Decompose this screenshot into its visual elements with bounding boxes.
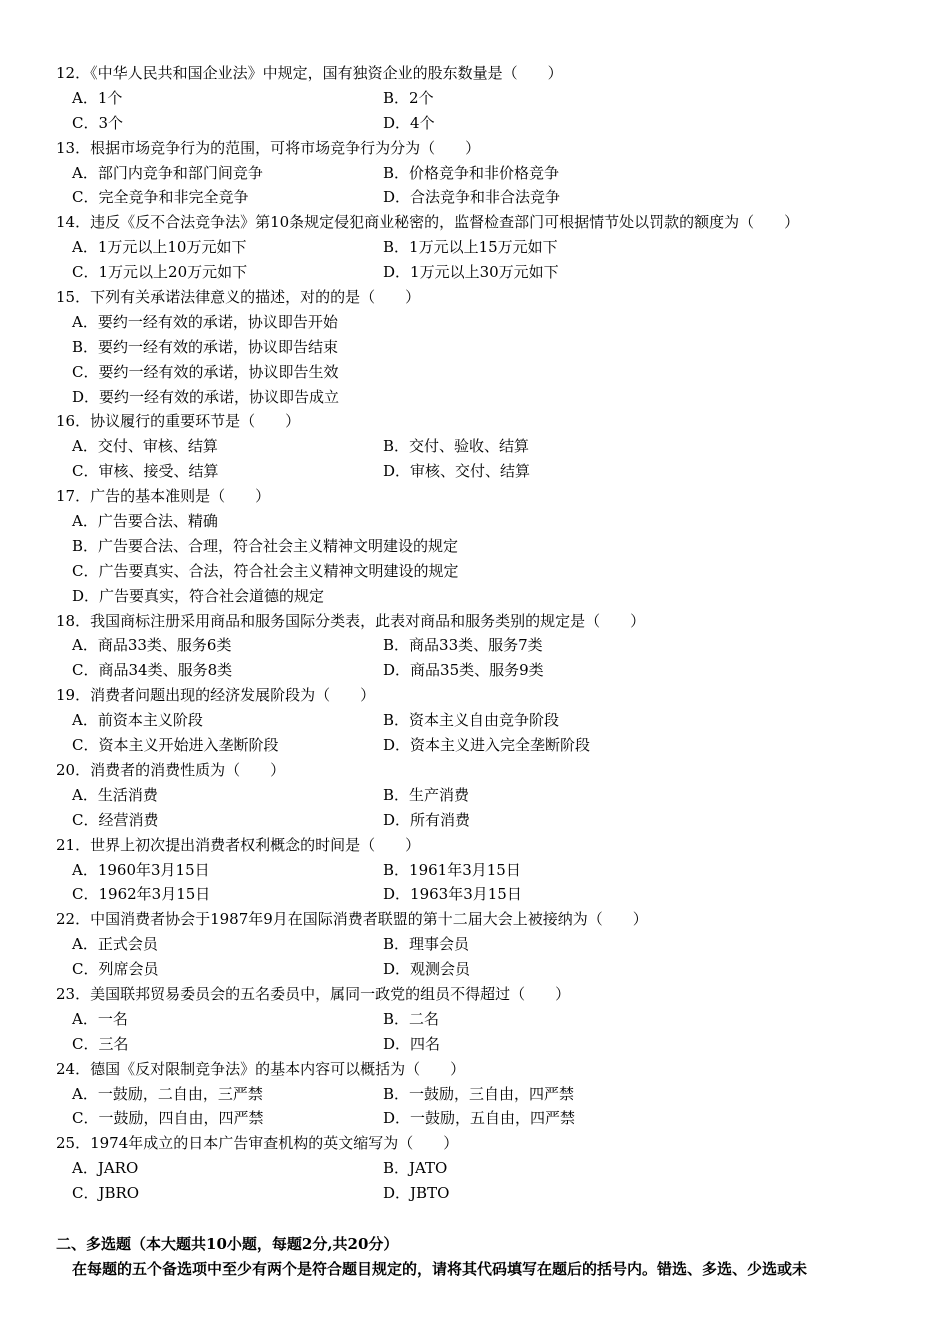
option-row (56, 360, 916, 385)
option-row (56, 185, 916, 210)
answer-option: B．资本主义自由竞争阶段 (383, 711, 560, 730)
answer-option: D．所有消费 (383, 810, 471, 829)
answer-option: B．二名 (383, 1009, 440, 1028)
question-stem: 17．广告的基本准则是（ ） (56, 487, 271, 506)
question-stem: 22．中国消费者协会于1987年9月在国际消费者联盟的第十二届大会上被接纳为（ ） (56, 910, 648, 929)
option-row (56, 310, 916, 335)
option-row (56, 1007, 916, 1032)
answer-option: C．经营消费 (72, 810, 159, 829)
question-stem: 14．违反《反不合法竞争法》第10条规定侵犯商业秘密的，监督检查部门可根据情节处以罚款的额度为（ ） (56, 213, 800, 232)
answer-option: B．价格竞争和非价格竞争 (383, 163, 560, 182)
section-instruction: 在每题的五个备选项中至少有两个是符合题目规定的，请将其代码填写在题后的括号内。错选、多选、少选或未 (72, 1260, 808, 1278)
option-row (56, 658, 916, 683)
answer-option: D．要约一经有效的承诺，协议即告成立 (72, 387, 340, 406)
option-row (56, 1106, 916, 1131)
answer-option: B．要约一经有效的承诺，协议即告结束 (72, 337, 339, 356)
option-row (56, 434, 916, 459)
answer-option: B．广告要合法、合理，符合社会主义精神文明建设的规定 (72, 536, 459, 555)
answer-option: A．交付、审核、结算 (72, 437, 218, 456)
option-row (56, 783, 916, 808)
question-stem: 19．消费者问题出现的经济发展阶段为（ ） (56, 686, 376, 705)
answer-option: D．审核、交付、结算 (383, 462, 531, 481)
answer-option: B．商品33类、服务7类 (383, 636, 543, 655)
multiple-choice-section (56, 1232, 916, 1282)
question-stem: 20．消费者的消费性质为（ ） (56, 760, 286, 779)
answer-option: B．理事会员 (383, 935, 470, 954)
option-row (56, 584, 916, 609)
question-stem: 15．下列有关承诺法律意义的描述，对的的是（ ） (56, 288, 421, 307)
answer-option: D．四名 (383, 1034, 441, 1053)
option-row (56, 534, 916, 559)
answer-option: A．广告要合法、精确 (72, 512, 218, 531)
question-stem: 13．根据市场竞争行为的范围，可将市场竞争行为分为（ ） (56, 138, 481, 157)
question-stem: 24．德国《反对限制竞争法》的基本内容可以概括为（ ） (56, 1059, 466, 1078)
answer-option: A．部门内竞争和部门间竞争 (72, 163, 263, 182)
option-row (56, 932, 916, 957)
answer-option: C．一鼓励，四自由，四严禁 (72, 1109, 264, 1128)
question-stem: 25．1974年成立的日本广告审查机构的英文缩写为（ ） (56, 1134, 459, 1153)
option-row (56, 111, 916, 136)
question-list (56, 61, 916, 1206)
option-row (56, 335, 916, 360)
option-row (56, 509, 916, 534)
option-row (56, 708, 916, 733)
answer-option: A．1个 (72, 88, 123, 107)
answer-option: A．JARO (72, 1159, 139, 1178)
answer-option: A．生活消费 (72, 785, 158, 804)
answer-option: A．前资本主义阶段 (72, 711, 203, 730)
answer-option: A．1万元以上10万元如下 (72, 238, 247, 257)
answer-option: D．一鼓励，五自由，四严禁 (383, 1109, 576, 1128)
option-row (56, 459, 916, 484)
answer-option: C．1962年3月15日 (72, 885, 211, 904)
answer-option: B．生产消费 (383, 785, 470, 804)
answer-option: C．要约一经有效的承诺，协议即告生效 (72, 362, 339, 381)
option-row (56, 733, 916, 758)
answer-option: C．JBRO (72, 1184, 140, 1203)
answer-option: B．1961年3月15日 (383, 860, 521, 879)
option-row (56, 559, 916, 584)
option-row (56, 161, 916, 186)
option-row (56, 1032, 916, 1057)
answer-option: C．列席会员 (72, 960, 159, 979)
answer-option: C．完全竞争和非完全竞争 (72, 188, 249, 207)
answer-option: D．JBTO (383, 1184, 450, 1203)
option-row (56, 260, 916, 285)
question-stem: 16．协议履行的重要环节是（ ） (56, 412, 301, 431)
option-row (56, 882, 916, 907)
answer-option: D．1万元以上30万元如下 (383, 263, 559, 282)
answer-option: B．交付、验收、结算 (383, 437, 530, 456)
answer-option: B．一鼓励，三自由，四严禁 (383, 1084, 575, 1103)
option-row (56, 235, 916, 260)
answer-option: C．审核、接受、结算 (72, 462, 219, 481)
answer-option: B．JATO (383, 1159, 448, 1178)
answer-option: C．3个 (72, 113, 124, 132)
option-row (56, 385, 916, 410)
answer-option: A．商品33类、服务6类 (72, 636, 232, 655)
option-row (56, 1156, 916, 1181)
answer-option: D．1963年3月15日 (383, 885, 522, 904)
answer-option: D．4个 (383, 113, 435, 132)
question-stem: 18．我国商标注册采用商品和服务国际分类表，此表对商品和服务类别的规定是（ ） (56, 611, 646, 630)
option-row (56, 1082, 916, 1107)
option-row (56, 633, 916, 658)
answer-option: D．资本主义进入完全垄断阶段 (383, 736, 591, 755)
option-row (56, 957, 916, 982)
answer-option: D．观测会员 (383, 960, 471, 979)
question-stem: 21．世界上初次提出消费者权利概念的时间是（ ） (56, 835, 421, 854)
answer-option: A．一名 (72, 1009, 128, 1028)
answer-option: B．1万元以上15万元如下 (383, 238, 558, 257)
option-row (56, 858, 916, 883)
answer-option: A．正式会员 (72, 935, 158, 954)
answer-option: C．1万元以上20万元如下 (72, 263, 248, 282)
section-heading: 二、多选题（本大题共10小题，每题2分,共20分） (56, 1235, 399, 1253)
answer-option: D．合法竞争和非合法竞争 (383, 188, 561, 207)
answer-option: D．广告要真实，符合社会道德的规定 (72, 586, 325, 605)
answer-option: C．广告要真实、合法，符合社会主义精神文明建设的规定 (72, 561, 459, 580)
answer-option: A．1960年3月15日 (72, 860, 210, 879)
answer-option: B．2个 (383, 88, 434, 107)
answer-option: A．要约一经有效的承诺，协议即告开始 (72, 312, 338, 331)
question-stem: 12．《中华人民共和国企业法》中规定，国有独资企业的股东数量是（ ） (56, 64, 563, 82)
answer-option: C．商品34类、服务8类 (72, 661, 233, 680)
option-row (56, 86, 916, 111)
answer-option: C．三名 (72, 1034, 129, 1053)
option-row (56, 808, 916, 833)
option-row (56, 1181, 916, 1206)
answer-option: C．资本主义开始进入垄断阶段 (72, 736, 279, 755)
answer-option: D．商品35类、服务9类 (383, 661, 544, 680)
question-stem: 23．美国联邦贸易委员会的五名委员中，属同一政党的组员不得超过（ ） (56, 984, 571, 1003)
answer-option: A．一鼓励，二自由，三严禁 (72, 1084, 263, 1103)
